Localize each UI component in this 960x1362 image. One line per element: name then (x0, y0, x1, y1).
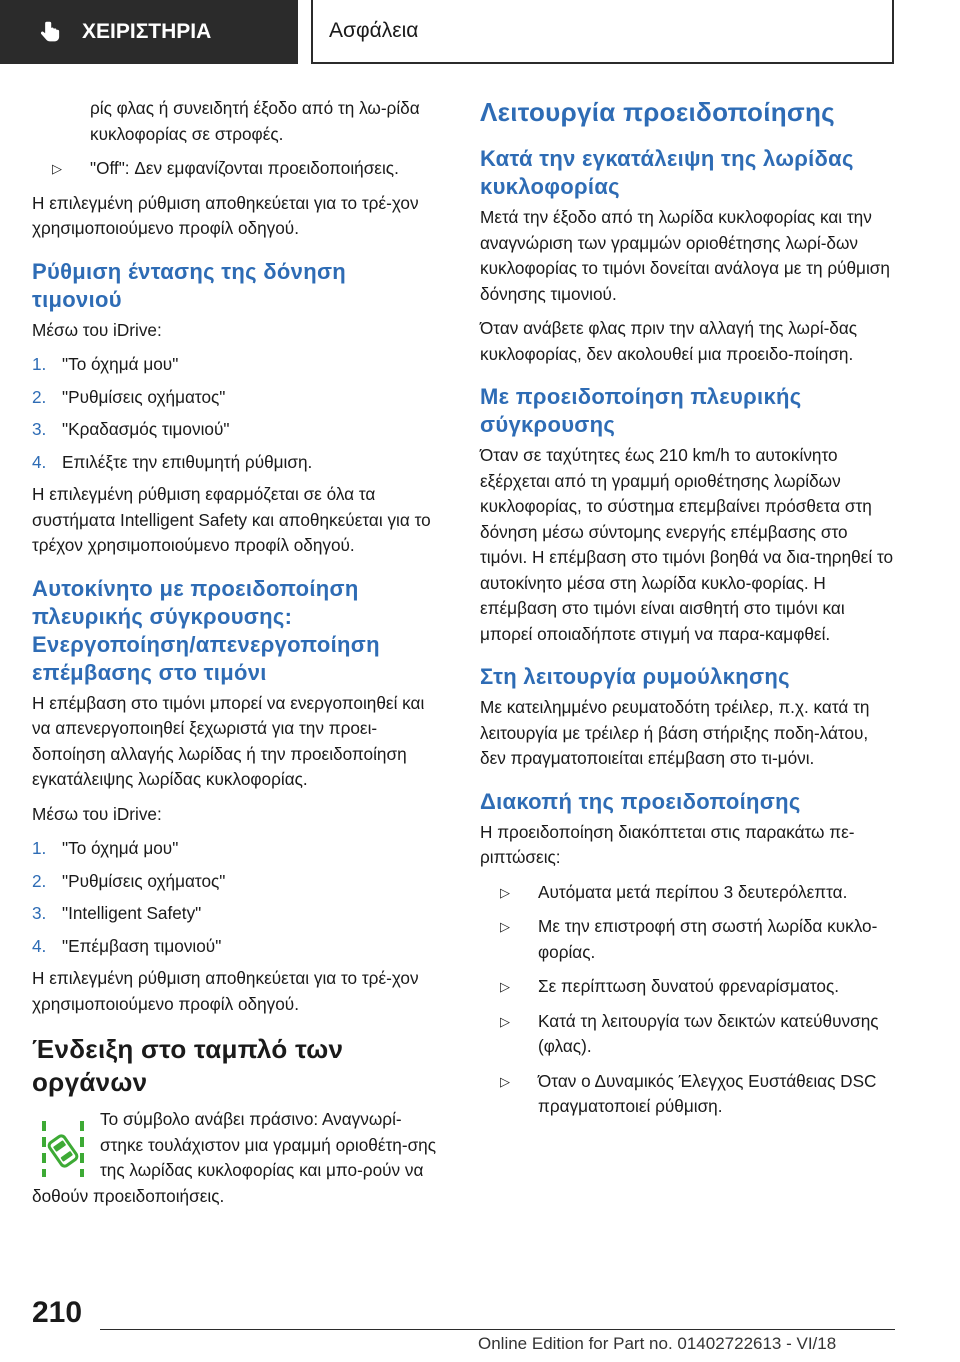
bullet-text: Όταν ο Δυναμικός Έλεγχος Ευστάθειας DSC πραγματοποιεί ρύθμιση. (538, 1070, 877, 1116)
triangle-bullet-icon: ▷ (500, 919, 510, 934)
right-column (480, 96, 895, 1129)
step-number: 4. (32, 935, 47, 956)
section-tab-label: Ασφάλεια (329, 19, 419, 42)
list-item (32, 417, 442, 443)
list-item (32, 901, 442, 927)
page-number: 210 (32, 1296, 83, 1329)
list-item (32, 385, 442, 411)
step-number: 3. (32, 903, 47, 923)
triangle-bullet-icon: ▷ (500, 884, 510, 900)
step-number: 2. (32, 386, 47, 407)
step-number: 4. (32, 451, 47, 472)
chapter-heading: Ένδειξη στο ταμπλό των οργάνων (32, 1034, 344, 1097)
footer-divider (100, 1329, 895, 1330)
paragraph: Με κατειλημμένο ρευματοδότη τρέιλερ, π.χ. κατά τη λειτουργία με τρέιλερ ή βάση στήριξης ποδη-λάτου, δεν πραγματοποιείται επέμβαση στο τι-μόνι. (480, 697, 870, 768)
bullet-text: Με την επιστροφή στη σωστή λωρίδα κυκλο-φορίας. (538, 916, 878, 962)
bullet-text: Σε περίπτωση δυνατού φρεναρίσματος. (538, 976, 840, 996)
chapter-heading: Λειτουργία προειδοποίησης (480, 97, 835, 127)
steps-list-2 (32, 836, 442, 959)
paragraph: Όταν ανάβετε φλας πριν την αλλαγή της λωρί-δας κυκλοφορίας, δεν ακολουθεί μια προειδο-ποίηση. (480, 318, 858, 364)
paragraph: Η επιλεγμένη ρύθμιση αποθηκεύεται για το τρέ-χον χρησιμοποιούμενο προφίλ οδηγού. (32, 192, 419, 238)
paragraph: Η επιλεγμένη ρύθμιση αποθηκεύεται για το τρέ-χον χρησιμοποιούμενο προφίλ οδηγού. (32, 968, 419, 1014)
bullet-item (480, 974, 895, 1000)
paragraph: Μετά την έξοδο από τη λωρίδα κυκλοφορίας και την αναγνώριση των γραμμών οριοθέτησης λωρί-δων κυκλοφορίας το τιμόνι δονείται ανάλογα με τη ρύθμιση δόνησης τιμονιού. (480, 207, 890, 304)
step-number: 3. (32, 419, 47, 439)
bullet-item (32, 156, 442, 182)
section-heading: Με προειδοποίηση πλευρικής σύγκρουσης (480, 384, 802, 437)
step-number: 1. (32, 354, 47, 374)
steps-list-1 (32, 352, 442, 475)
step-number: 2. (32, 870, 47, 891)
section-heading: Κατά την εγκατάλειψη της λωρίδας κυκλοφορίας (480, 146, 854, 199)
step-text: "Ρυθμίσεις οχήματος" (62, 386, 226, 407)
paragraph: Μέσω του iDrive: (32, 803, 162, 824)
interrupt-bullet-list (480, 880, 895, 1120)
triangle-bullet-icon: ▷ (500, 979, 510, 994)
bullet-item (480, 914, 895, 965)
triangle-bullet-icon: ▷ (500, 1013, 510, 1029)
step-text: "Κραδασμός τιμονιού" (62, 419, 230, 439)
page-header (0, 0, 960, 66)
section-heading: Διακοπή της προειδοποίησης (480, 788, 801, 814)
list-item (32, 934, 442, 960)
step-text: "Intelligent Safety" (62, 903, 202, 923)
symbol-description (32, 1107, 442, 1209)
list-item (32, 352, 442, 378)
list-item (32, 836, 442, 862)
section-heading: Αυτοκίνητο με προειδοποίηση πλευρικής σύγκρουσης: Ενεργοποίηση/απενεργοποίηση επέμβασης στο τιμόνι (32, 575, 380, 685)
paragraph: Η επιλεγμένη ρύθμιση εφαρμόζεται σε όλα τα συστήματα Intelligent Safety και αποθηκεύεται για το τρέχον χρησιμοποιούμενο προφίλ οδηγού. (32, 484, 431, 555)
bullet-text: Κατά τη λειτουργία των δεικτών κατεύθυνσης (φλας). (538, 1010, 879, 1056)
step-text: "Επέμβαση τιμονιού" (62, 935, 222, 956)
paragraph: Η προειδοποίηση διακόπτεται στις παρακάτω πε-ριπτώσεις: (480, 821, 855, 867)
paragraph: Όταν σε ταχύτητες έως 210 km/h το αυτοκίνητο εξέρχεται από τη γραμμή οριοθέτησης λωρίδων κυκλοφορίας, το σύστημα επεμβαίνει πρόσθετα στη δόνηση μέσω σύντομης ενεργής επέμβασης στο τιμόνι. Η επέμβαση στο τιμόνι βοηθά να δια-τηρηθεί το αυτοκίνητο μέσα στη λωρίδα κυκλο-φορίας. Η επέμβαση στο τιμόνι είναι αισθητή στο τιμόνι και μπορεί οποιαδήποτε στιγμή να παρα-καμφθεί. (480, 445, 894, 644)
step-text: "Ρυθμίσεις οχήματος" (62, 870, 226, 891)
bullet-item (480, 1069, 895, 1120)
hand-pointer-icon (38, 19, 64, 45)
step-text: "Το όχημά μου" (62, 838, 179, 858)
bullet-item (480, 1009, 895, 1060)
manual-tab-label: ΧΕΙΡΙΣΤΗΡΙΑ (82, 20, 212, 43)
list-item (32, 450, 442, 476)
bullet-item (480, 880, 895, 906)
lane-departure-warning-icon (40, 1115, 86, 1179)
triangle-bullet-icon: ▷ (52, 161, 62, 176)
step-number: 1. (32, 838, 47, 858)
triangle-bullet-icon: ▷ (500, 1073, 510, 1089)
section-heading: Ρύθμιση έντασης της δόνηση τιμονιού (32, 258, 347, 312)
edition-note: Online Edition for Part no. 01402722613 - VI/18 (478, 1334, 837, 1353)
step-text: Επιλέξτε την επιθυμητή ρύθμιση. (62, 451, 313, 472)
paragraph: Μέσω του iDrive: (32, 319, 162, 340)
bullet-text: Αυτόματα μετά περίπου 3 δευτερόλεπτα. (538, 881, 848, 902)
section-heading: Στη λειτουργία ρυμούλκησης (480, 664, 790, 689)
step-text: "Το όχημά μου" (62, 354, 179, 374)
symbol-text: Το σύμβολο ανάβει πράσινο: Αναγνωρί-στηκε τουλάχιστον μια γραμμή οριοθέτη-σης της λωρίδας κυκλοφορίας και μπο-ρούν να δοθούν προειδοποιήσεις. (32, 1109, 437, 1206)
continuation-text: ρίς φλας ή συνειδητή έξοδο από τη λω-ρίδα κυκλοφορίας σε στροφές. (90, 98, 420, 144)
section-tab[interactable] (311, 0, 894, 64)
bullet-text: "Off": Δεν εμφανίζονται προειδοποιήσεις. (90, 158, 399, 178)
left-column (32, 96, 442, 1218)
manual-tab[interactable] (0, 0, 298, 64)
list-item (32, 869, 442, 895)
paragraph: Η επέμβαση στο τιμόνι μπορεί να ενεργοποιηθεί και να απενεργοποιηθεί ξεχωριστά για την προει-δοποίηση αλλαγής λωρίδας ή την προειδοποίηση εγκατάλειψης λωρίδας κυκλοφορίας. (32, 692, 425, 789)
